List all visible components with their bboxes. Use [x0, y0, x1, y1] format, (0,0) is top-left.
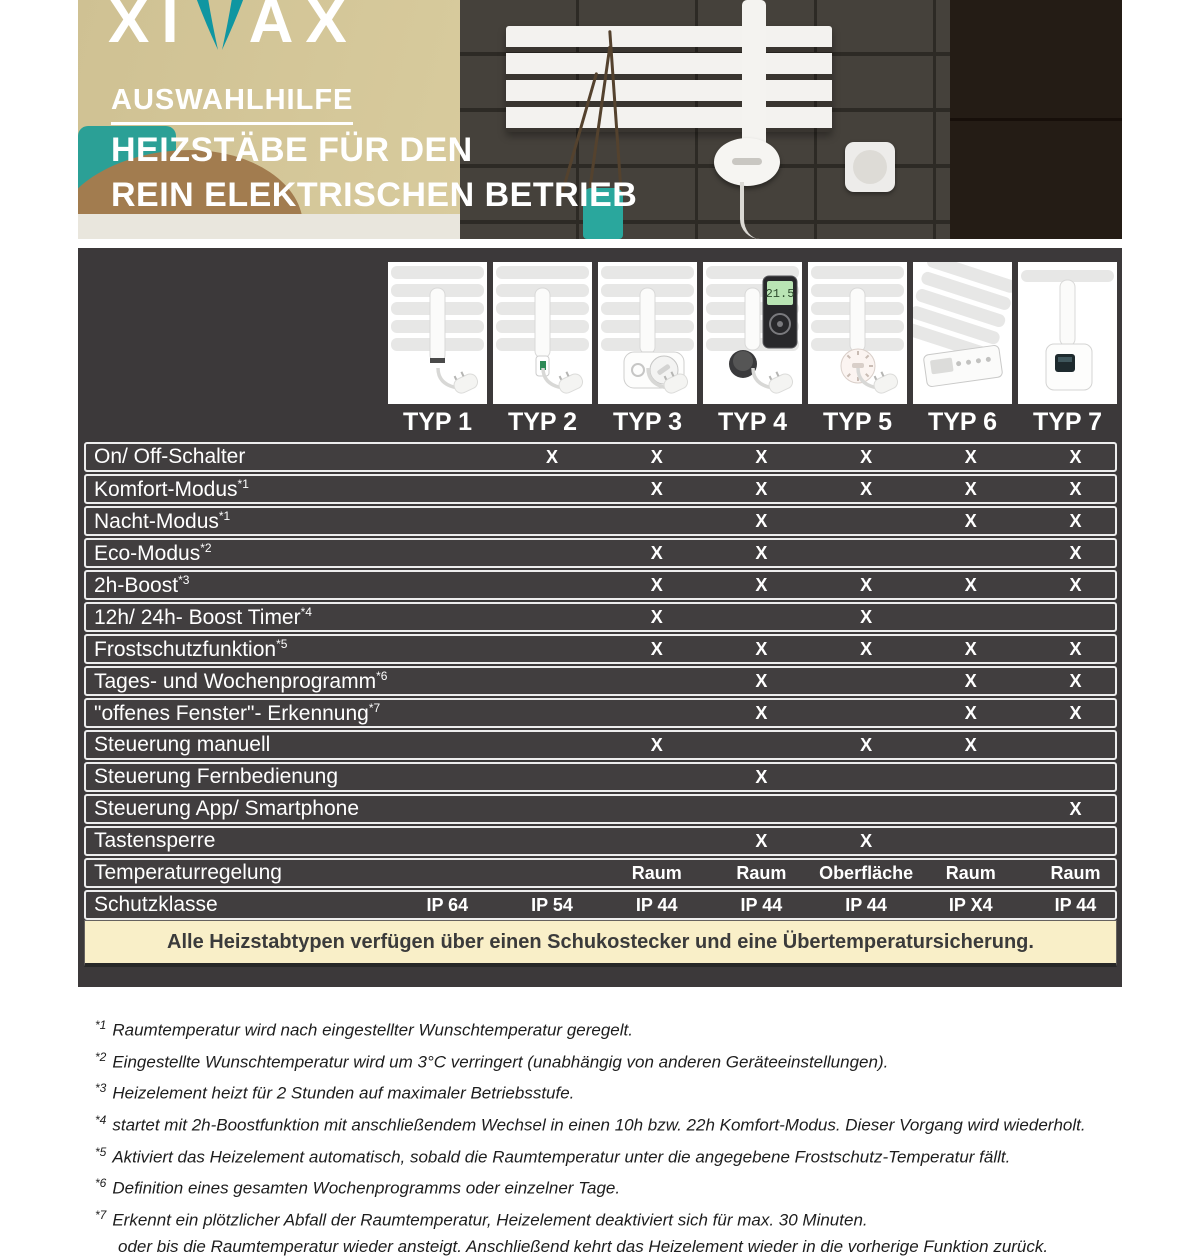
footnote-ref: *3: [178, 572, 190, 587]
footnote-item: [95, 1075, 1115, 1107]
footnote-marker: *3: [95, 1081, 107, 1096]
feature-cell-typ-3: IP 44: [635, 894, 678, 915]
feature-cell-typ-5: IP 44: [845, 894, 887, 915]
feature-cell-typ-5: Oberfläche: [819, 862, 914, 883]
footnote-ref: *1: [237, 476, 249, 491]
row-label: 12h/ 24h- Boost Timer$^{*4}$: [94, 604, 312, 629]
feature-cell-typ-3: X: [650, 574, 663, 595]
feature-cell-typ-4: X: [755, 670, 768, 691]
footnote-text: Heizelement heizt für 2 Stunden auf maximaler Betriebsstufe.: [112, 1083, 575, 1103]
photo-heating-element-control: [714, 138, 780, 186]
page-title-line1: HEIZSTÄBE FÜR DEN: [111, 131, 473, 169]
feature-cell-typ-5: X: [860, 446, 873, 467]
note-banner-text: Alle Heizstabtypen verfügen über einen Schukostecker und eine Übertemperatursicherung.: [167, 930, 1034, 953]
eyebrow-title: AUSWAHLHILFE: [111, 84, 353, 125]
feature-cell-typ-6: Raum: [945, 862, 996, 883]
feature-cell-typ-4: X: [755, 542, 768, 563]
table-row: [84, 570, 1117, 600]
feature-cell-typ-3: Raum: [631, 862, 682, 883]
photo-radiator: [506, 26, 832, 132]
footnote-ref: *5: [276, 636, 288, 651]
footnote-item: [95, 1202, 1115, 1234]
feature-cell-typ-4: X: [755, 702, 768, 723]
feature-cell-typ-7: X: [1069, 478, 1082, 499]
photo-wall-socket: [845, 142, 895, 192]
feature-cell-typ-3: X: [650, 606, 663, 627]
feature-cell-typ-4: Raum: [736, 862, 787, 883]
feature-cell-typ-4: X: [755, 446, 768, 467]
feature-cell-typ-6: X: [964, 670, 977, 691]
type-label-3: TYP 3: [612, 408, 683, 436]
footnote-text: startet mit 2h-Boostfunktion mit anschließendem Wechsel in einen 10h bzw. 22h Komfort-Modus. Dieser Vorgang wird wiederholt.: [112, 1115, 1086, 1135]
feature-cell-typ-6: X: [964, 446, 977, 467]
feature-cell-typ-6: X: [964, 734, 977, 755]
footnote-marker: *6: [95, 1176, 107, 1191]
row-label: Steuerung manuell: [94, 733, 271, 756]
footnote-marker: *7: [95, 1207, 107, 1222]
feature-cell-typ-2: X: [546, 446, 559, 467]
footnote-text: Erkennt ein plötzlicher Abfall der Raumtemperatur, Heizelement deaktiviert sich für max. 30 Minuten.: [112, 1210, 868, 1230]
feature-cell-typ-5: X: [860, 734, 873, 755]
feature-cell-typ-5: X: [860, 638, 873, 659]
footnote-item: [95, 1012, 1115, 1044]
footnote-ref: *7: [368, 700, 381, 715]
table-row: [84, 858, 1117, 888]
row-label: "offenes Fenster"- Erkennung$^{*7}$: [94, 700, 381, 725]
feature-cell-typ-4: X: [755, 830, 768, 851]
ximax-logo: [108, 0, 359, 57]
row-label: Steuerung App/ Smartphone: [94, 797, 360, 820]
product-tiles: [388, 262, 1117, 404]
feature-cell-typ-3: X: [650, 478, 663, 499]
feature-cell-typ-3: X: [650, 734, 663, 755]
footnote-marker: *1: [95, 1018, 107, 1032]
footnote-text: Definition eines gesamten Wochenprogramms oder einzelner Tage.: [112, 1178, 621, 1198]
table-row: [84, 698, 1117, 728]
table-row: [84, 826, 1117, 856]
feature-cell-typ-6: X: [964, 702, 977, 723]
table-row: [84, 730, 1117, 760]
feature-cell-typ-7: X: [1069, 798, 1082, 819]
feature-cell-typ-6: X: [964, 510, 977, 531]
footnote-text: oder bis die Raumtemperatur wieder ansteigt. Anschließend kehrt das Heizelement wieder in die vorherige Funktion zurück.: [118, 1236, 1049, 1256]
footnote-marker: *2: [95, 1049, 107, 1064]
feature-cell-typ-6: IP X4: [948, 894, 993, 915]
type-label-5: TYP 5: [822, 408, 893, 436]
feature-cell-typ-7: X: [1069, 638, 1082, 659]
row-label: Komfort-Modus$^{*1}$: [94, 476, 249, 501]
feature-cell-typ-7: X: [1069, 670, 1082, 691]
row-label: Schutzklasse: [94, 893, 218, 916]
footnote-item: [95, 1107, 1115, 1139]
type-label-4: TYP 4: [717, 408, 788, 436]
table-row: [84, 762, 1117, 792]
logo-text-left: XI: [108, 0, 191, 56]
type-label-7: TYP 7: [1032, 408, 1103, 436]
feature-cell-typ-7: Raum: [1050, 862, 1101, 883]
feature-cell-typ-7: IP 44: [1054, 894, 1097, 915]
footnote-text: Raumtemperatur wird nach eingestellter Wunschtemperatur geregelt.: [112, 1020, 633, 1040]
type-label-6: TYP 6: [927, 408, 998, 436]
page-title: [111, 128, 637, 218]
feature-cell-typ-3: X: [650, 542, 663, 563]
row-label: Tages- und Wochenprogramm$^{*6}$: [94, 668, 388, 693]
feature-cell-typ-4: X: [755, 638, 768, 659]
note-banner: [84, 920, 1117, 967]
row-label: Tastensperre: [94, 829, 216, 852]
row-label: Temperaturregelung: [94, 861, 282, 884]
feature-cell-typ-5: X: [860, 574, 873, 595]
product-photo-typ-5: [808, 262, 907, 404]
product-photo-typ-2: [493, 262, 592, 404]
feature-cell-typ-5: X: [860, 830, 873, 851]
table-row: [84, 634, 1117, 664]
feature-cell-typ-2: IP 54: [531, 894, 573, 915]
table-row: [84, 666, 1117, 696]
footnote-item: [95, 1234, 1115, 1260]
table-row: [84, 442, 1117, 472]
svg-text:21.5: 21.5: [765, 287, 795, 301]
photo-cable: [740, 182, 774, 239]
product-photo-typ-4: [703, 262, 802, 404]
comparison-panel: [78, 248, 1122, 987]
page-title-line2: REIN ELEKTRISCHEN BETRIEB: [111, 176, 638, 214]
footnote-text: Aktiviert das Heizelement automatisch, sobald die Raumtemperatur unter die angegebene Frostschutz-Temperatur fällt.: [112, 1147, 1011, 1167]
footnote-item: [95, 1170, 1115, 1202]
table-row: [84, 538, 1117, 568]
table-row: [84, 890, 1117, 920]
feature-cell-typ-4: X: [755, 478, 768, 499]
product-photo-typ-1: [388, 262, 487, 404]
feature-cell-typ-4: X: [755, 766, 768, 787]
feature-cell-typ-7: X: [1069, 702, 1082, 723]
row-label: 2h-Boost$^{*3}$: [94, 572, 190, 597]
feature-cell-typ-4: IP 44: [740, 894, 783, 915]
row-label: Frostschutzfunktion$^{*5}$: [94, 636, 288, 661]
footnote-item: [95, 1044, 1115, 1076]
product-photo-typ-7: [1018, 262, 1117, 404]
feature-cell-typ-6: X: [964, 638, 977, 659]
product-photo-typ-3: [598, 262, 697, 404]
table-row: [84, 506, 1117, 536]
footnote-ref: *6: [376, 668, 388, 683]
footnote-item: [95, 1139, 1115, 1171]
footnote-ref: *4: [300, 604, 312, 619]
feature-cell-typ-1: IP 64: [426, 894, 469, 915]
footnote-ref: *1: [218, 508, 231, 523]
feature-cell-typ-5: X: [860, 478, 873, 499]
logo-text-right: AX: [248, 0, 359, 56]
footnote-text: Eingestellte Wunschtemperatur wird um 3°C verringert (unabhängig von anderen Geräteeinstellungen).: [112, 1052, 889, 1072]
row-label: Eco-Modus$^{*2}$: [94, 540, 212, 565]
photo-cabinet: [950, 0, 1122, 239]
header-photo: [78, 0, 1122, 239]
type-label-1: TYP 1: [402, 408, 473, 436]
feature-cell-typ-6: X: [964, 478, 977, 499]
row-label: On/ Off-Schalter: [94, 445, 246, 468]
feature-cell-typ-4: X: [755, 574, 768, 595]
feature-cell-typ-6: X: [964, 574, 977, 595]
type-label-2: TYP 2: [507, 408, 578, 436]
feature-cell-typ-7: X: [1069, 542, 1082, 563]
footnotes: [95, 1012, 1115, 1260]
feature-cell-typ-7: X: [1069, 510, 1082, 531]
feature-cell-typ-4: X: [755, 510, 768, 531]
feature-cell-typ-5: X: [860, 606, 873, 627]
type-labels: [388, 408, 1117, 437]
footnote-marker: *4: [95, 1112, 107, 1127]
product-photo-typ-6: [913, 262, 1012, 404]
footnote-ref: *2: [200, 540, 212, 555]
footnote-marker: *5: [95, 1144, 107, 1159]
feature-cell-typ-7: X: [1069, 446, 1082, 467]
photo-radiator-pipe: [742, 0, 766, 150]
table-row: [84, 474, 1117, 504]
table-row: [84, 602, 1117, 632]
feature-cell-typ-3: X: [650, 638, 663, 659]
table-row: [84, 794, 1117, 824]
feature-table: [84, 442, 1117, 922]
feature-cell-typ-7: X: [1069, 574, 1082, 595]
feature-cell-typ-3: X: [650, 446, 663, 467]
row-label: Steuerung Fernbedienung: [94, 765, 339, 788]
row-label: Nacht-Modus$^{*1}$: [94, 508, 231, 533]
logo-flame-m-icon: [191, 0, 249, 52]
